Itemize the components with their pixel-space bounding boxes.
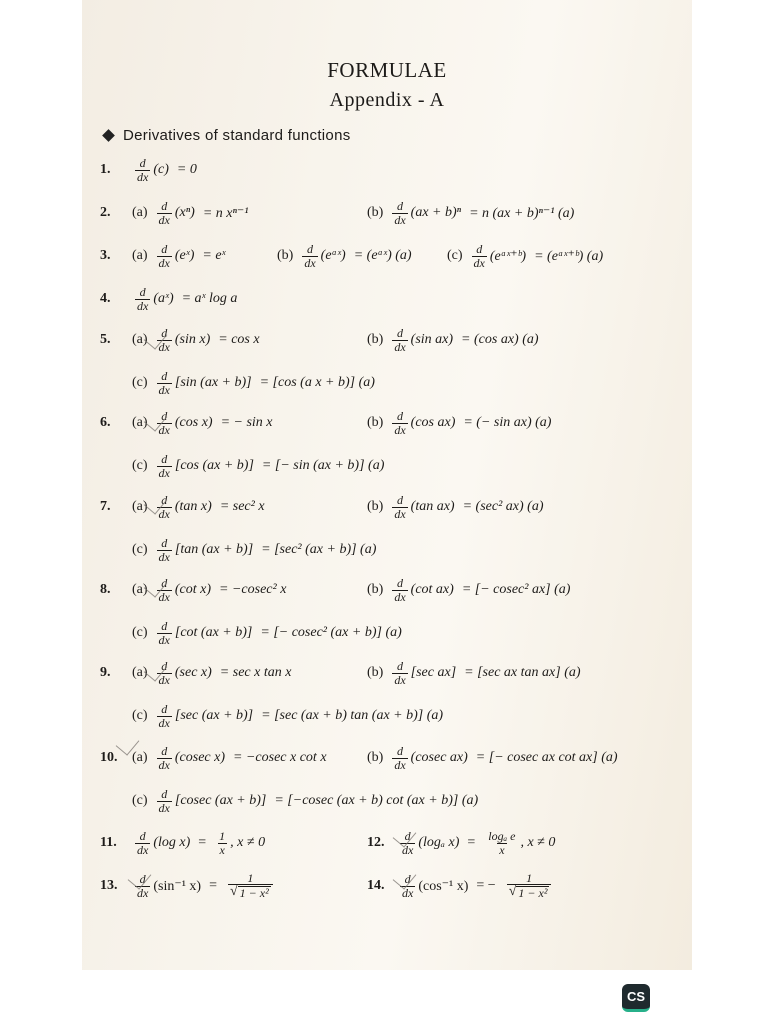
derivative-operator: $\frac{d}{dx}$ bbox=[394, 325, 406, 354]
formula-row bbox=[82, 653, 692, 693]
formula-number: 2. bbox=[100, 205, 111, 220]
formula-part bbox=[132, 537, 376, 563]
formula-row bbox=[82, 403, 692, 443]
formula-row bbox=[82, 446, 692, 486]
formula-part bbox=[367, 200, 574, 226]
part-label: (b) bbox=[367, 499, 384, 514]
formula-number: 6. bbox=[100, 415, 111, 430]
part-label: (a) bbox=[132, 248, 148, 263]
formula-row bbox=[82, 487, 692, 527]
formula-part bbox=[132, 200, 249, 226]
derivative-operator: $\frac{d}{dx}$ bbox=[304, 241, 316, 270]
formula-part bbox=[367, 745, 618, 771]
formula-result: = eˣ bbox=[202, 248, 226, 263]
derivative-operator: $\frac{d}{dx}$ bbox=[158, 492, 170, 521]
derivative-operator: $\frac{d}{dx}$ bbox=[137, 828, 149, 857]
formula-11 bbox=[132, 830, 265, 856]
formula-argument: [tan (ax + b)] bbox=[174, 542, 254, 557]
derivative-operator: $\frac{d}{dx}$ bbox=[394, 492, 406, 521]
formula-result: = [− cosec ax cot ax] (a) bbox=[475, 750, 618, 765]
result-fraction: 1 √ 1 − x² bbox=[228, 872, 273, 900]
formula-number: 5. bbox=[100, 332, 111, 347]
part-label: (a) bbox=[132, 750, 148, 765]
formula-result: = (− sin ax) (a) bbox=[463, 415, 552, 430]
derivative-operator: $\frac{d}{dx}$ bbox=[473, 241, 485, 270]
part-label: (b) bbox=[367, 750, 384, 765]
formula-argument: (xⁿ) bbox=[174, 205, 195, 220]
square-root-icon: √ 1 − x² bbox=[229, 884, 269, 900]
formula-argument: [sec ax] bbox=[410, 665, 457, 680]
formula-row-13-14 bbox=[82, 866, 692, 906]
formula-number: 12. bbox=[367, 835, 385, 850]
part-label: (a) bbox=[132, 582, 148, 597]
derivative-operator: $\frac{d}{dx}$ bbox=[158, 198, 170, 227]
formula-part bbox=[367, 660, 581, 686]
part-label: (a) bbox=[132, 415, 148, 430]
formula-number: 9. bbox=[100, 665, 111, 680]
part-label: (c) bbox=[132, 542, 148, 557]
derivative-operator: $\frac{d}{dx}$ bbox=[402, 871, 414, 900]
derivative-operator: $\frac{d}{dx}$ bbox=[394, 408, 406, 437]
formula-number: 7. bbox=[100, 499, 111, 514]
formula-argument: (cos ax) bbox=[410, 415, 456, 430]
derivative-operator: $\frac{d}{dx}$ bbox=[137, 155, 149, 184]
formula-argument: (log x) bbox=[153, 835, 191, 850]
section-heading-text: Derivatives of standard functions bbox=[123, 127, 351, 144]
part-label: (a) bbox=[132, 332, 148, 347]
page-subtitle: Appendix - A bbox=[329, 89, 445, 111]
formula-row bbox=[82, 613, 692, 653]
formula-argument: (sin x) bbox=[174, 332, 211, 347]
formula-argument: (cot ax) bbox=[410, 582, 454, 597]
formula-condition: , x ≠ 0 bbox=[230, 835, 266, 850]
formula-result: = [cos (a x + b)] (a) bbox=[259, 375, 375, 390]
formula-row bbox=[82, 236, 692, 276]
formula-argument: [sin (ax + b)] bbox=[174, 375, 252, 390]
derivative-operator: $\frac{d}{dx}$ bbox=[158, 368, 170, 397]
formula-part bbox=[367, 577, 570, 603]
derivative-operator: $\frac{d}{dx}$ bbox=[158, 241, 170, 270]
formula-number: 14. bbox=[367, 878, 385, 893]
formula-row bbox=[82, 320, 692, 360]
formula-row bbox=[82, 279, 692, 319]
derivative-operator: $\frac{d}{dx}$ bbox=[394, 743, 406, 772]
part-label: (a) bbox=[132, 499, 148, 514]
formula-result: = n (ax + b)ⁿ⁻¹ (a) bbox=[469, 205, 575, 221]
formula-row bbox=[82, 696, 692, 736]
result-fraction: $\frac{1}{x}$ bbox=[219, 828, 226, 857]
derivative-operator: $\frac{d}{dx}$ bbox=[158, 408, 170, 437]
formula-result: = [sec ax tan ax] (a) bbox=[464, 665, 581, 680]
part-label: (a) bbox=[132, 665, 148, 680]
formula-argument: (cosec x) bbox=[174, 750, 226, 765]
formula-13 bbox=[132, 872, 276, 900]
derivative-operator: $\frac{d}{dx}$ bbox=[394, 658, 406, 687]
formula-result: = (eᵃˣ⁺ᵇ) (a) bbox=[534, 248, 604, 264]
derivative-operator: $\frac{d}{dx}$ bbox=[402, 828, 414, 857]
formula-argument: (sin ax) bbox=[410, 332, 454, 347]
formula-number: 13. bbox=[100, 878, 118, 893]
formula-argument: [cos (ax + b)] bbox=[174, 458, 254, 473]
formula-result: = (cos ax) (a) bbox=[461, 332, 539, 347]
page-title: FORMULAE bbox=[327, 58, 447, 82]
formula-result: = −cosec x cot x bbox=[233, 750, 327, 765]
formula-result: = 0 bbox=[176, 162, 197, 177]
formula-part bbox=[277, 243, 412, 269]
derivative-operator: $\frac{d}{dx}$ bbox=[158, 575, 170, 604]
formula-part bbox=[447, 243, 603, 269]
formula-argument: [sec (ax + b)] bbox=[174, 708, 254, 723]
part-label: (b) bbox=[367, 205, 384, 220]
part-label: (c) bbox=[447, 248, 463, 263]
formula-argument: (c) bbox=[153, 162, 169, 177]
formula-argument: (tan ax) bbox=[410, 499, 455, 514]
part-label: (c) bbox=[132, 458, 148, 473]
formula-argument: (sin⁻¹ x) bbox=[153, 878, 202, 894]
formula-argument: (cot x) bbox=[174, 582, 212, 597]
result-fraction: 1 √ 1 − x² bbox=[507, 872, 552, 900]
derivative-operator: $\frac{d}{dx}$ bbox=[158, 786, 170, 815]
formula-number: 11. bbox=[100, 835, 117, 850]
formula-condition: , x ≠ 0 bbox=[520, 835, 556, 850]
result-fraction: $\frac{\text{logₐ e}}{x}$ bbox=[488, 828, 516, 857]
formula-row bbox=[82, 150, 692, 190]
formula-result: = cos x bbox=[218, 332, 260, 347]
camscanner-logo: CS bbox=[622, 984, 650, 1012]
part-label: (b) bbox=[367, 332, 384, 347]
formula-result: = sec² x bbox=[219, 499, 265, 514]
derivative-operator: $\frac{d}{dx}$ bbox=[158, 451, 170, 480]
derivative-operator: $\frac{d}{dx}$ bbox=[158, 535, 170, 564]
derivative-operator: $\frac{d}{dx}$ bbox=[158, 325, 170, 354]
formula-part bbox=[132, 788, 478, 814]
formula-part bbox=[367, 494, 543, 520]
equals-sign: = bbox=[467, 835, 476, 850]
diamond-bullet-icon bbox=[102, 129, 115, 142]
formula-14 bbox=[397, 872, 554, 900]
document-page bbox=[82, 0, 692, 970]
formula-argument: (cosec ax) bbox=[410, 750, 468, 765]
formula-result: = aˣ log a bbox=[181, 291, 238, 306]
formula-result: = [−cosec (ax + b) cot (ax + b)] (a) bbox=[274, 793, 479, 808]
part-label: (c) bbox=[132, 708, 148, 723]
formula-result: = [sec² (ax + b)] (a) bbox=[261, 542, 377, 557]
formula-row bbox=[82, 738, 692, 778]
formula-number: 1. bbox=[100, 162, 111, 177]
formula-argument: (ax + b)ⁿ bbox=[410, 205, 462, 220]
part-label: (c) bbox=[132, 375, 148, 390]
part-label: (b) bbox=[367, 415, 384, 430]
formula-part bbox=[132, 620, 402, 646]
formula-argument: [cosec (ax + b)] bbox=[174, 793, 267, 808]
formula-number: 4. bbox=[100, 291, 111, 306]
formula-argument: (eˣ) bbox=[174, 248, 195, 263]
formula-argument: (cos⁻¹ x) bbox=[418, 878, 469, 894]
square-root-icon: √ 1 − x² bbox=[508, 884, 548, 900]
formula-part bbox=[132, 243, 226, 269]
formula-part bbox=[132, 703, 443, 729]
formula-result: = − sin x bbox=[220, 415, 273, 430]
derivative-operator: $\frac{d}{dx}$ bbox=[394, 198, 406, 227]
formula-row bbox=[82, 781, 692, 821]
formula-argument: (sec x) bbox=[174, 665, 212, 680]
formula-argument: [cot (ax + b)] bbox=[174, 625, 253, 640]
derivative-operator: $\frac{d}{dx}$ bbox=[137, 871, 149, 900]
part-label: (c) bbox=[132, 793, 148, 808]
derivative-operator: $\frac{d}{dx}$ bbox=[137, 284, 149, 313]
formula-part bbox=[367, 327, 539, 353]
formula-argument: (tan x) bbox=[174, 499, 212, 514]
formula-argument: (logₐ x) bbox=[418, 835, 460, 850]
formula-result: = (eᵃˣ) (a) bbox=[353, 248, 412, 263]
derivative-operator: $\frac{d}{dx}$ bbox=[158, 743, 170, 772]
formula-part bbox=[132, 286, 237, 312]
formula-result: = [sec (ax + b) tan (ax + b)] (a) bbox=[261, 708, 444, 723]
formula-result: = (sec² ax) (a) bbox=[462, 499, 544, 514]
formula-result: = [− cosec² ax] (a) bbox=[461, 582, 571, 597]
formula-row-11-12 bbox=[82, 823, 692, 863]
formula-part bbox=[132, 745, 327, 771]
section-heading bbox=[104, 127, 351, 144]
derivative-operator: $\frac{d}{dx}$ bbox=[158, 701, 170, 730]
formula-row bbox=[82, 193, 692, 233]
derivative-operator: $\frac{d}{dx}$ bbox=[158, 618, 170, 647]
formula-result: = [− cosec² (ax + b)] (a) bbox=[260, 625, 402, 640]
equals-sign: = bbox=[198, 835, 207, 850]
formula-argument: (eᵃˣ) bbox=[320, 248, 346, 263]
formula-argument: (eᵃˣ⁺ᵇ) bbox=[489, 248, 527, 264]
part-label: (a) bbox=[132, 205, 148, 220]
derivative-operator: $\frac{d}{dx}$ bbox=[394, 575, 406, 604]
formula-part bbox=[132, 370, 375, 396]
part-label: (b) bbox=[277, 248, 294, 263]
formula-12 bbox=[397, 830, 555, 856]
part-label: (b) bbox=[367, 582, 384, 597]
formula-part bbox=[132, 157, 197, 183]
formula-argument: (cos x) bbox=[174, 415, 213, 430]
part-label: (c) bbox=[132, 625, 148, 640]
formula-row bbox=[82, 570, 692, 610]
formula-row bbox=[82, 363, 692, 403]
equals-sign: = − bbox=[476, 878, 496, 893]
part-label: (b) bbox=[367, 665, 384, 680]
formula-part bbox=[367, 410, 551, 436]
formula-argument: (aˣ) bbox=[153, 291, 174, 306]
equals-sign: = bbox=[209, 878, 217, 893]
formula-result: = n xⁿ⁻¹ bbox=[202, 205, 249, 221]
formula-number: 8. bbox=[100, 582, 111, 597]
derivative-operator: $\frac{d}{dx}$ bbox=[158, 658, 170, 687]
formula-number: 10. bbox=[100, 750, 118, 765]
formula-row bbox=[82, 530, 692, 570]
formula-part bbox=[132, 453, 384, 479]
formula-result: = sec x tan x bbox=[219, 665, 292, 680]
formula-result: = −cosec² x bbox=[219, 582, 287, 597]
formula-result: = [− sin (ax + b)] (a) bbox=[261, 458, 385, 473]
formula-number: 3. bbox=[100, 248, 111, 263]
